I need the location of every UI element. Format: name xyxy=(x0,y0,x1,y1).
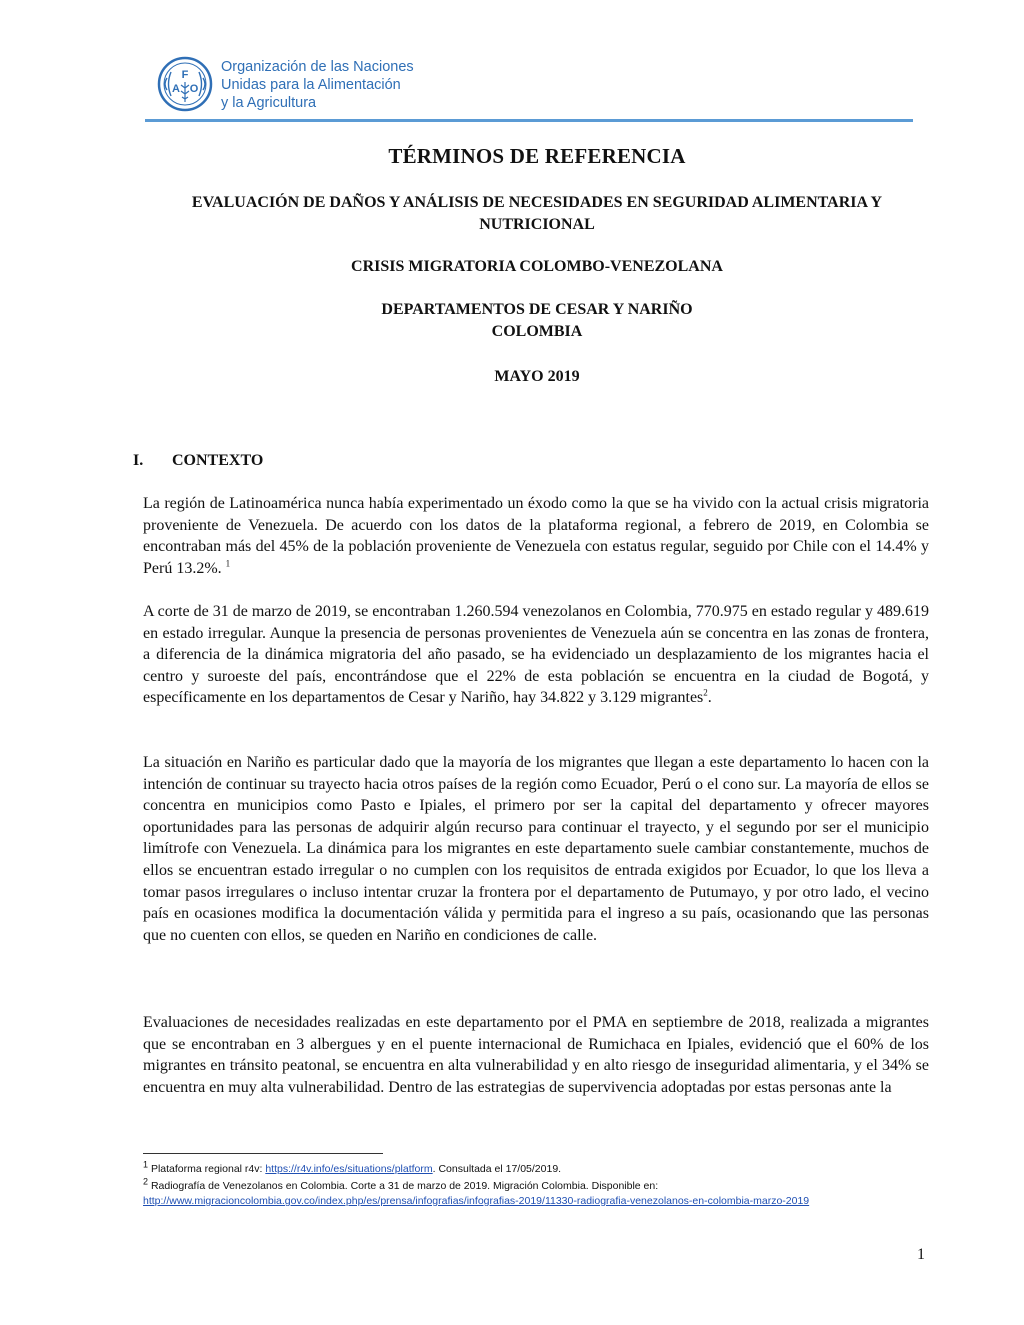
svg-text:A: A xyxy=(172,83,180,95)
footnote-1-tail: . Consultada el 17/05/2019. xyxy=(432,1163,562,1175)
footnote-ref-2[interactable]: 2 xyxy=(703,688,708,699)
footnotes xyxy=(143,1159,929,1211)
document-title: TÉRMINOS DE REFERENCIA xyxy=(388,144,686,168)
svg-text:O: O xyxy=(189,83,199,95)
footnote-2 xyxy=(143,1176,929,1209)
paragraph-2-end: . xyxy=(707,689,712,707)
paragraph-2-text: A corte de 31 de marzo de 2019, se encontraban 1.260.594 venezolanos en Colombia, 770.975 en estado regular y 489.619 en estado irregular. Aunque la presencia de personas provenientes de Venezuela aún se concentra en las zonas de frontera, a diferencia de la dinámica migratoria del año pasado, se ha evidenciado un desplazamiento de los migrantes hacia el centro y suroeste del país, encontrándose que el 22% de esta población se encuentra en la ciudad de Bogotá, y específicamente en los departamentos de Cesar y Nariño, hay 34.822 y 3.129 migrantes xyxy=(143,603,930,707)
organization-name xyxy=(221,58,414,112)
header-divider xyxy=(145,119,913,122)
subtitle-departments: DEPARTAMENTOS DE CESAR Y NARIÑO xyxy=(381,301,693,318)
org-name-line-3: y la Agricultura xyxy=(221,95,317,111)
section-number: I. xyxy=(133,452,144,469)
fao-logo-icon xyxy=(157,56,213,112)
footnote-1-text: Plataforma regional r4v: xyxy=(150,1163,266,1175)
page-number: 1 xyxy=(917,1246,925,1263)
footnote-1-link[interactable]: https://r4v.info/es/situations/platform xyxy=(265,1163,433,1175)
footnote-1-number: 1 xyxy=(143,1159,149,1170)
footnote-2-link[interactable]: http://www.migracioncolombia.gov.co/index.php/es/prensa/infografias/infografias-2019/11330-radiografia-venezolanos-en-colombia-marzo-2019 xyxy=(143,1195,810,1207)
section-heading xyxy=(133,452,263,470)
subtitle-country: COLOMBIA xyxy=(491,323,583,340)
subtitle-date: MAYO 2019 xyxy=(494,368,580,385)
paragraph-1-text: La región de Latinoamérica nunca había experimentado un éxodo como la que se ha vivido con la actual crisis migratoria proveniente de Venezuela. De acuerdo con los datos de la plataforma regional, a febrero de 2019, en Colombia se encontraban más del 45% de la población proveniente de Venezuela con estatus regular, seguido por Chile con el 14.4% y Perú 13.2%. xyxy=(143,495,929,577)
footnote-2-text: Radiografía de Venezolanos en Colombia. Corte a 31 de marzo de 2019. Migración Colombia. Disponible en: xyxy=(150,1180,659,1192)
footnote-1 xyxy=(143,1159,929,1177)
org-name-line-1: Organización de las Naciones xyxy=(221,59,414,75)
section-title: CONTEXTO xyxy=(172,452,264,469)
footnote-ref-1[interactable]: 1 xyxy=(225,558,231,569)
document-header xyxy=(157,56,917,116)
org-name-line-2: Unidas para la Alimentación xyxy=(221,77,401,93)
subtitle-crisis: CRISIS MIGRATORIA COLOMBO-VENEZOLANA xyxy=(351,258,723,275)
paragraph-2 xyxy=(143,601,929,709)
footnote-divider xyxy=(143,1153,383,1154)
subtitle-location xyxy=(145,299,929,343)
subtitle-evaluation: EVALUACIÓN DE DAÑOS Y ANÁLISIS DE NECESIDADES EN SEGURIDAD ALIMENTARIA Y NUTRICIONAL xyxy=(191,194,883,233)
footnote-2-number: 2 xyxy=(143,1176,149,1187)
paragraph-1 xyxy=(143,493,929,579)
paragraph-3: La situación en Nariño es particular dado que la mayoría de los migrantes que llegan a este departamento lo hacen con la intención de continuar su trayecto hacia otros países de la región como Ecuador, Perú o el cono sur. La mayoría de ellos se concentra en municipios como Pasto e Ipiales, el primero por ser la capital del departamento y ofrecer mayores oportunidades para las personas de adquirir algún recurso para continuar el trayecto, y el segundo por ser el municipio limítrofe con Venezuela. La dinámica para los migrantes en este departamento suele cambiar constantemente, muchos de ellos se encuentran estado irregular o no cumplen con los requisitos de entrada exigidos por Ecuador, lo que los lleva a tomar pasos irregulares o incluso intentar cruzar la frontera por el departamento de Putumayo, y por otro lado, el vecino país en ocasiones modifica la documentación válida y permitida para el ingreso a su país, ocasionando que las personas que no cuenten con ellos, se queden en Nariño en condiciones de calle. xyxy=(143,754,929,944)
paragraph-4: Evaluaciones de necesidades realizadas en este departamento por el PMA en septiembre de 2018, realizada a migrantes que se encontraban en 3 albergues y en el puente internacional de Rumichaca en Ipiales, evidenció que el 60% de los migrantes en tránsito peatonal, se encuentra en alta vulnerabilidad y en alto riesgo de inseguridad alimentaria, y el 34% se encuentra en muy alta vulnerabilidad. Dentro de las estrategias de supervivencia adoptadas por estas personas ante la xyxy=(143,1014,929,1096)
svg-text:F: F xyxy=(181,69,189,81)
